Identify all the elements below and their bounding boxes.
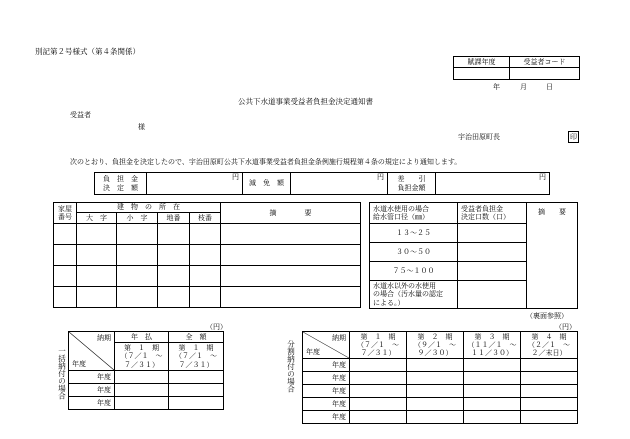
split-period-4-header: 第 ４ 期 （２／１ ～ ２／末日） — [521, 332, 578, 359]
recipient-label: 受益者 — [70, 111, 91, 119]
payable-amount-label: 差 引 負担金額 — [388, 173, 436, 195]
table-row: 年度 — [303, 411, 578, 424]
lump-full-period: 第 １ 期 （７／１ ～ ７／３１） — [169, 343, 224, 371]
table-row: 年度 — [69, 397, 224, 410]
payable-amount-field[interactable]: 円 — [436, 173, 550, 195]
beneficiary-code-label: 受益者コード — [510, 57, 580, 68]
form-label: 別記第２号様式（第４条関係） — [35, 47, 140, 56]
see-back-note: （裏面参照） — [526, 312, 568, 320]
table-row: 年度 — [303, 385, 578, 398]
water-table — [369, 202, 578, 309]
house-number-header: 家屋 番号 — [54, 203, 77, 224]
table-row — [54, 245, 361, 266]
lump-side-label: 一括納付の場合 — [57, 347, 67, 400]
fiscal-year-label: 賦課年度 — [454, 57, 510, 68]
pipe-size-3: ７５～１００ — [370, 262, 458, 281]
table-row: 年度 — [303, 359, 578, 372]
date-year: 年 — [493, 83, 500, 91]
document-title: 公共下水道事業受益者負担金決定通知書 — [238, 97, 373, 106]
lump-period-year-header: 納期 年度 — [69, 332, 115, 371]
building-remarks-header: 摘 要 — [221, 203, 361, 224]
beneficiary-code-field[interactable] — [510, 68, 580, 80]
chiban-header: 地番 — [158, 213, 190, 224]
decided-amount-field[interactable]: 円 — [147, 173, 243, 195]
units-field-3[interactable] — [458, 262, 527, 281]
edaban-header: 枝番 — [190, 213, 221, 224]
oaza-header: 大 字 — [77, 213, 117, 224]
lump-full-header: 全 額 — [169, 332, 224, 343]
table-row — [54, 287, 361, 308]
date-month: 月 — [520, 83, 527, 91]
date-day: 日 — [546, 83, 553, 91]
split-period-1-header: 第 １ 期 （７／１ ～ ７／３１） — [350, 332, 407, 359]
pipe-size-2: ３０～５０ — [370, 243, 458, 262]
table-row — [54, 266, 361, 287]
decided-amount-label: 負 担 金 決 定 額 — [95, 173, 147, 195]
building-table — [53, 202, 361, 308]
split-period-3-header: 第 ３ 期 （１１／１ ～ １１／３０） — [464, 332, 521, 359]
seal-mark: 印 — [570, 133, 577, 141]
exemption-label: 減 免 額 — [243, 173, 291, 195]
table-row: 年度 — [69, 384, 224, 397]
notice-text: 次のとおり、負担金を決定したので、宇治田原町公共下水道事業受益者負担金条例施行規程第４条の規定により通知します。 — [70, 158, 462, 166]
units-header: 受益者負担金 決定口数（口） — [458, 203, 527, 224]
lump-unit: （円） — [206, 323, 227, 331]
water-remarks-header: 摘 要 — [527, 203, 578, 309]
other-water-label: 水道水以外の水使用 の場合（汚水量の認定 による。） — [370, 281, 458, 309]
split-unit: （円） — [555, 323, 576, 331]
lump-annual-period: 第 １ 期 （７／１ ～ ７／３１） — [115, 343, 169, 371]
split-period-year-header: 納期 年度 — [303, 332, 350, 359]
units-field-other[interactable] — [458, 281, 527, 309]
table-row: 年度 — [303, 398, 578, 411]
amounts-table — [94, 172, 550, 195]
code-box — [453, 56, 580, 80]
pipe-diameter-header: 水道水使用の場合 給水管口径（㎜） — [370, 203, 458, 224]
lump-table — [68, 331, 224, 410]
split-period-2-header: 第 ２ 期 （９／１ ～ ９／３０） — [407, 332, 464, 359]
table-row — [54, 224, 361, 245]
issuer-name: 宇治田原町長 — [458, 133, 500, 141]
split-table — [302, 331, 578, 424]
exemption-field[interactable]: 円 — [291, 173, 388, 195]
fiscal-year-field[interactable] — [454, 68, 510, 80]
split-side-label: 分割納付の場合 — [286, 340, 296, 393]
lump-annual-header: 年 払 — [115, 332, 169, 343]
units-field-2[interactable] — [458, 243, 527, 262]
table-row: 年度 — [69, 371, 224, 384]
pipe-size-1: １３～２５ — [370, 224, 458, 243]
koaza-header: 小 字 — [117, 213, 158, 224]
location-header: 建 物 の 所 在 — [77, 203, 221, 213]
recipient-honorific: 様 — [138, 123, 145, 131]
units-field-1[interactable] — [458, 224, 527, 243]
table-row: 年度 — [303, 372, 578, 385]
